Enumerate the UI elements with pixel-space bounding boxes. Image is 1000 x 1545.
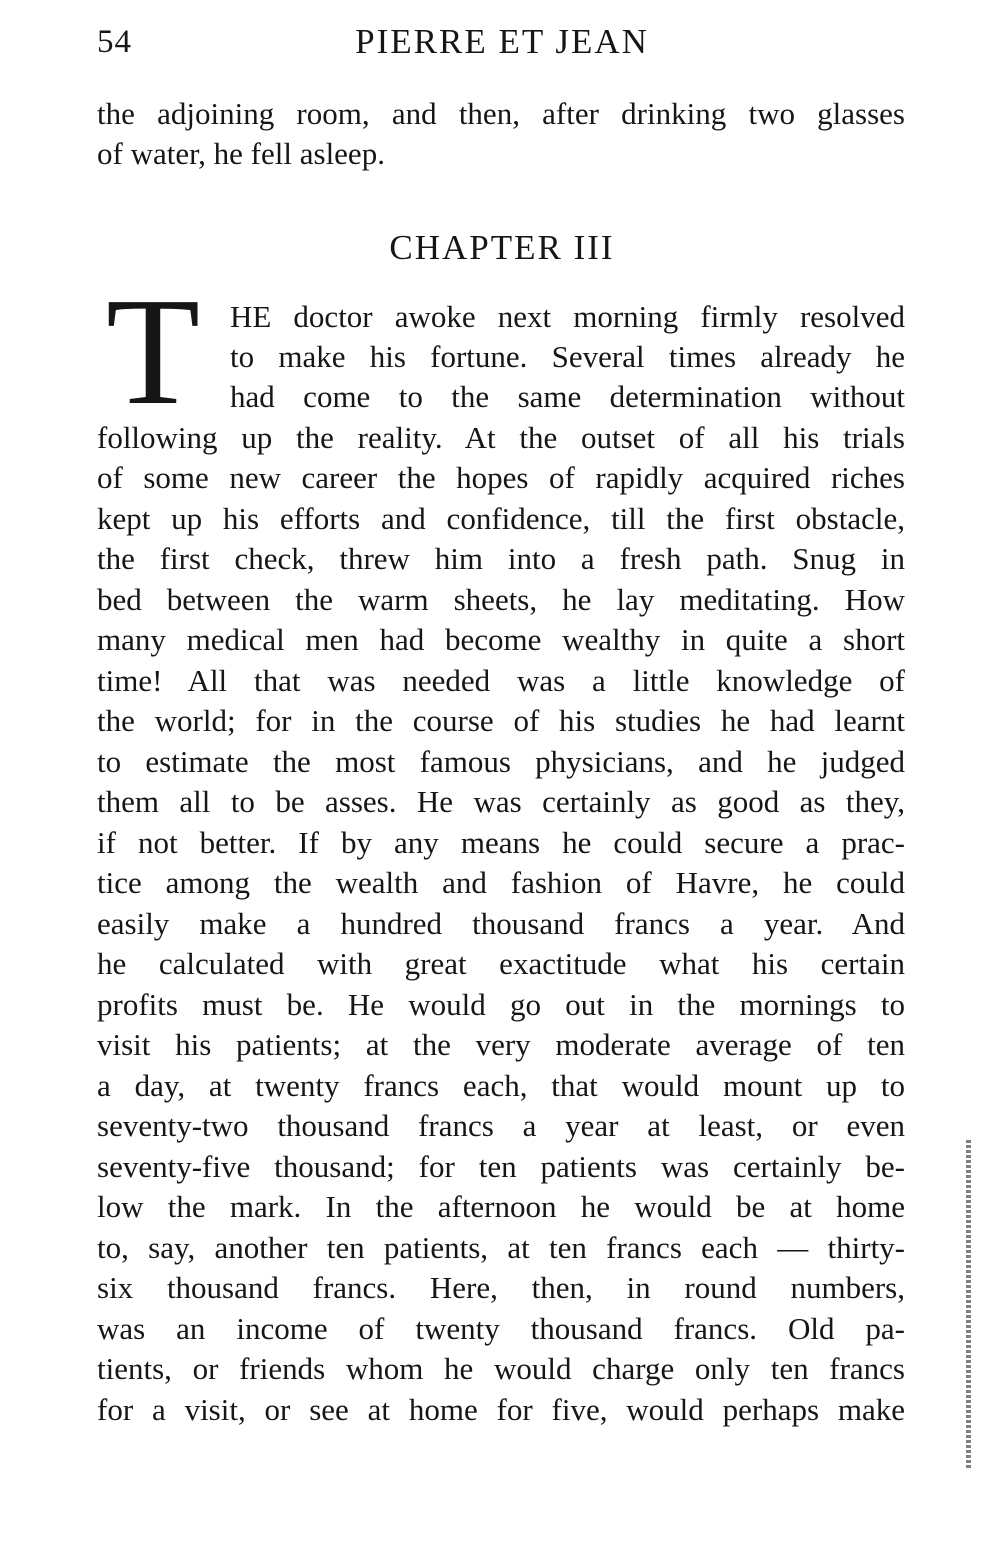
body-line: to, say, another ten patients, at ten francs each — thirty-: [97, 1230, 905, 1265]
opening-text: doctor awoke next morning firmly resolved: [271, 299, 905, 334]
body-line: profits must be. He would go out in the mornings to: [97, 987, 905, 1022]
binding-edge-rule: [966, 1140, 971, 1470]
body-line: many medical men had become wealthy in quite a short: [97, 622, 905, 657]
body-line: a day, at twenty francs each, that would mount up to: [97, 1068, 905, 1103]
body-line: easily make a hundred thousand francs a year. And: [97, 906, 905, 941]
continuation-line: the adjoining room, and then, after drinking two glasses: [97, 96, 905, 131]
running-title: PIERRE ET JEAN: [355, 22, 649, 61]
body-line: [230, 297, 905, 337]
body-line: to estimate the most famous physicians, and he judged: [97, 744, 905, 779]
continuation-line: of water, he fell asleep.: [97, 136, 385, 171]
body-line: visit his patients; at the very moderate average of ten: [97, 1027, 905, 1062]
body-line: the world; for in the course of his studies he had learnt: [97, 703, 905, 738]
body-line: the first check, threw him into a fresh path. Snug in: [97, 541, 905, 576]
body-line: six thousand francs. Here, then, in round numbers,: [97, 1270, 905, 1305]
body-line: bed between the warm sheets, he lay meditating. How: [97, 582, 905, 617]
body-line: he calculated with great exactitude what his certain: [97, 946, 905, 981]
body-line: seventy-five thousand; for ten patients was certainly be-: [97, 1149, 905, 1184]
drop-cap: T: [106, 267, 201, 437]
body-line: seventy-two thousand francs a year at least, or even: [97, 1108, 905, 1143]
body-line: them all to be asses. He was certainly as good as they,: [97, 784, 905, 819]
body-line: low the mark. In the afternoon he would be at home: [97, 1189, 905, 1224]
body-line: if not better. If by any means he could secure a prac-: [97, 825, 905, 860]
body-line: time! All that was needed was a little knowledge of: [97, 663, 905, 698]
body-line: tients, or friends whom he would charge only ten francs: [97, 1351, 905, 1386]
body-line: following up the reality. At the outset of all his trials: [97, 420, 905, 455]
body-line: tice among the wealth and fashion of Havre, he could: [97, 865, 905, 900]
body-line: for a visit, or see at home for five, would perhaps make: [97, 1392, 905, 1427]
page-number: 54: [97, 24, 132, 60]
body-line: was an income of twenty thousand francs. Old pa-: [97, 1311, 905, 1346]
body-line: kept up his efforts and confidence, till the first obstacle,: [97, 501, 905, 536]
chapter-title: CHAPTER III: [389, 228, 615, 267]
opening-smallcaps: HE: [230, 299, 272, 334]
body-line: to make his fortune. Several times already he: [230, 339, 905, 374]
body-line: of some new career the hopes of rapidly acquired riches: [97, 460, 905, 495]
body-line: had come to the same determination without: [230, 379, 905, 414]
